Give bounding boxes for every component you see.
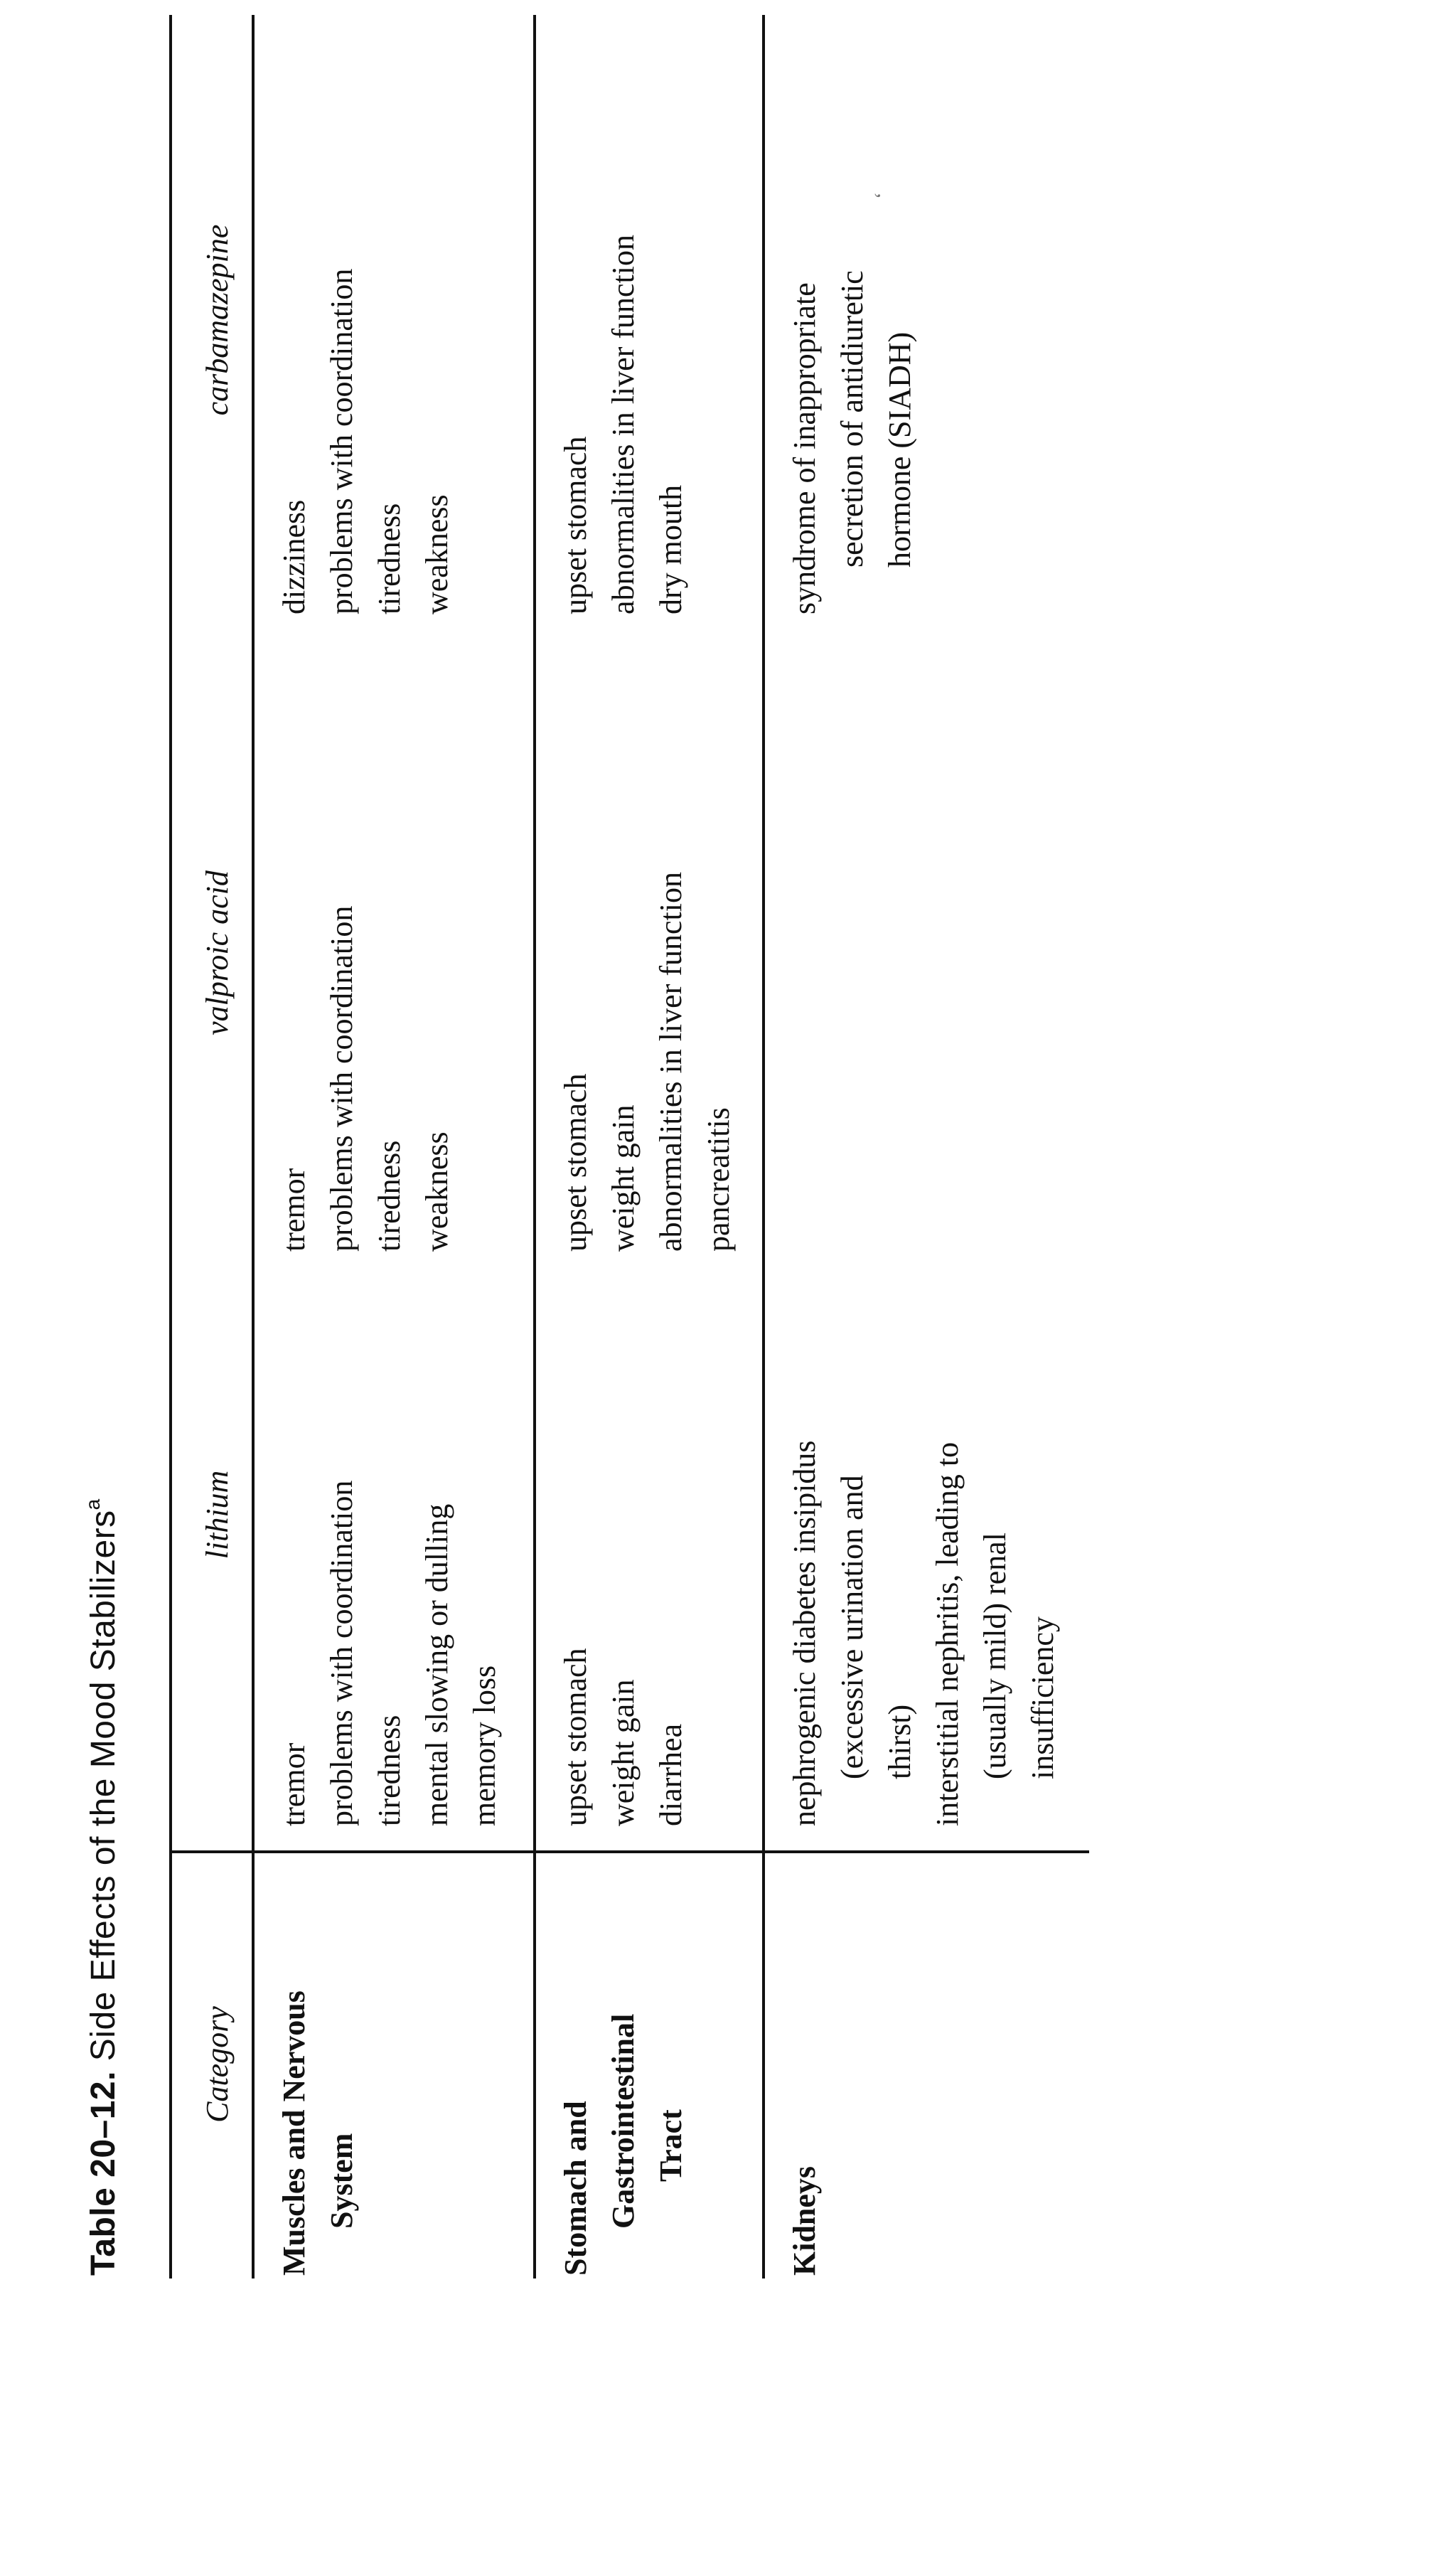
table-number: Table 20–12. [85, 2071, 122, 2276]
scan-speck: ‘ [870, 192, 894, 199]
side-effect-item [781, 270, 924, 614]
category-line: Tract [653, 2109, 688, 2182]
lithium-muscles-cell [270, 1481, 508, 1826]
carbamazepine-kidneys-cell [781, 270, 924, 614]
side-effect-item: upset stomach [558, 1073, 593, 1252]
valproic-stomach-cell [552, 872, 742, 1252]
side-effect-item: abnormalities in liver function [606, 235, 641, 614]
header-valproic-acid: valproic acid [200, 870, 235, 1035]
table-caption [84, 1498, 123, 2276]
side-effect-item: problems with coordination [324, 268, 359, 614]
side-effect-item: weakness [419, 1131, 454, 1252]
side-effect-item: tremor [277, 1168, 311, 1252]
valproic-muscles-cell [270, 906, 461, 1252]
side-effect-item: tiredness [372, 1140, 407, 1252]
header-carbamazepine: carbamazepine [200, 224, 235, 416]
side-effect-item: weakness [419, 494, 454, 614]
top-rule [169, 15, 172, 2278]
side-effect-line: (usually mild) renal [978, 1532, 1012, 1779]
row-rule-2 [762, 15, 765, 2278]
side-effect-item [924, 1440, 1066, 1826]
lithium-stomach-cell [552, 1648, 695, 1826]
side-effect-item: abnormalities in liver function [653, 872, 688, 1252]
side-effect-item: memory loss [467, 1665, 502, 1826]
side-effect-line: secretion of antidiuretic [835, 270, 869, 567]
category-line: Stomach and [558, 2101, 593, 2276]
side-effect-item: weight gain [606, 1104, 641, 1252]
side-effect-item: upset stomach [558, 1648, 593, 1826]
side-effect-item: tremor [277, 1742, 311, 1826]
lithium-kidneys-cell [781, 1440, 1066, 1826]
side-effect-item: diarrhea [653, 1723, 688, 1826]
footnote-marker: a [82, 1498, 104, 1510]
carbamazepine-muscles-cell [270, 269, 461, 614]
header-rule [252, 15, 255, 2278]
carbamazepine-stomach-cell [552, 235, 695, 614]
category-muscles-nervous [270, 1990, 365, 2276]
table-title: Side Effects of the Mood Stabilizers [85, 1510, 122, 2062]
side-effect-item [781, 1440, 924, 1826]
header-lithium: lithium [200, 1470, 235, 1560]
side-effect-item: problems with coordination [324, 905, 359, 1252]
category-column-rule [169, 1850, 1089, 1853]
side-effect-item: problems with coordination [324, 1480, 359, 1826]
category-kidneys [781, 2166, 828, 2276]
side-effect-line: interstitial nephritis, leading to [930, 1441, 965, 1826]
category-line: System [324, 2133, 359, 2229]
side-effect-line: hormone (SIADH) [882, 331, 917, 567]
side-effect-item: weight gain [606, 1679, 641, 1826]
side-effect-item: dry mouth [653, 484, 688, 614]
side-effect-item: dizziness [277, 499, 311, 614]
side-effect-item: upset stomach [558, 436, 593, 614]
side-effect-item: tiredness [372, 1715, 407, 1826]
side-effect-item: tiredness [372, 503, 407, 614]
category-line: Kidneys [787, 2165, 822, 2276]
category-line: Gastrointestinal [606, 2013, 641, 2229]
side-effect-line: (excessive urination and [835, 1475, 869, 1779]
side-effect-line: nephrogenic diabetes insipidus [787, 1440, 822, 1826]
side-effect-item: mental slowing or dulling [419, 1503, 454, 1826]
side-effect-line: syndrome of inappropriate [787, 282, 822, 614]
side-effect-line: thirst) [882, 1704, 917, 1779]
category-stomach-gi [552, 2014, 695, 2276]
header-category: Category [200, 2006, 235, 2123]
row-rule-1 [533, 15, 536, 2278]
side-effect-line: insufficiency [1025, 1616, 1060, 1779]
side-effect-item: pancreatitis [701, 1107, 736, 1252]
category-line: Muscles and Nervous [277, 1990, 311, 2276]
